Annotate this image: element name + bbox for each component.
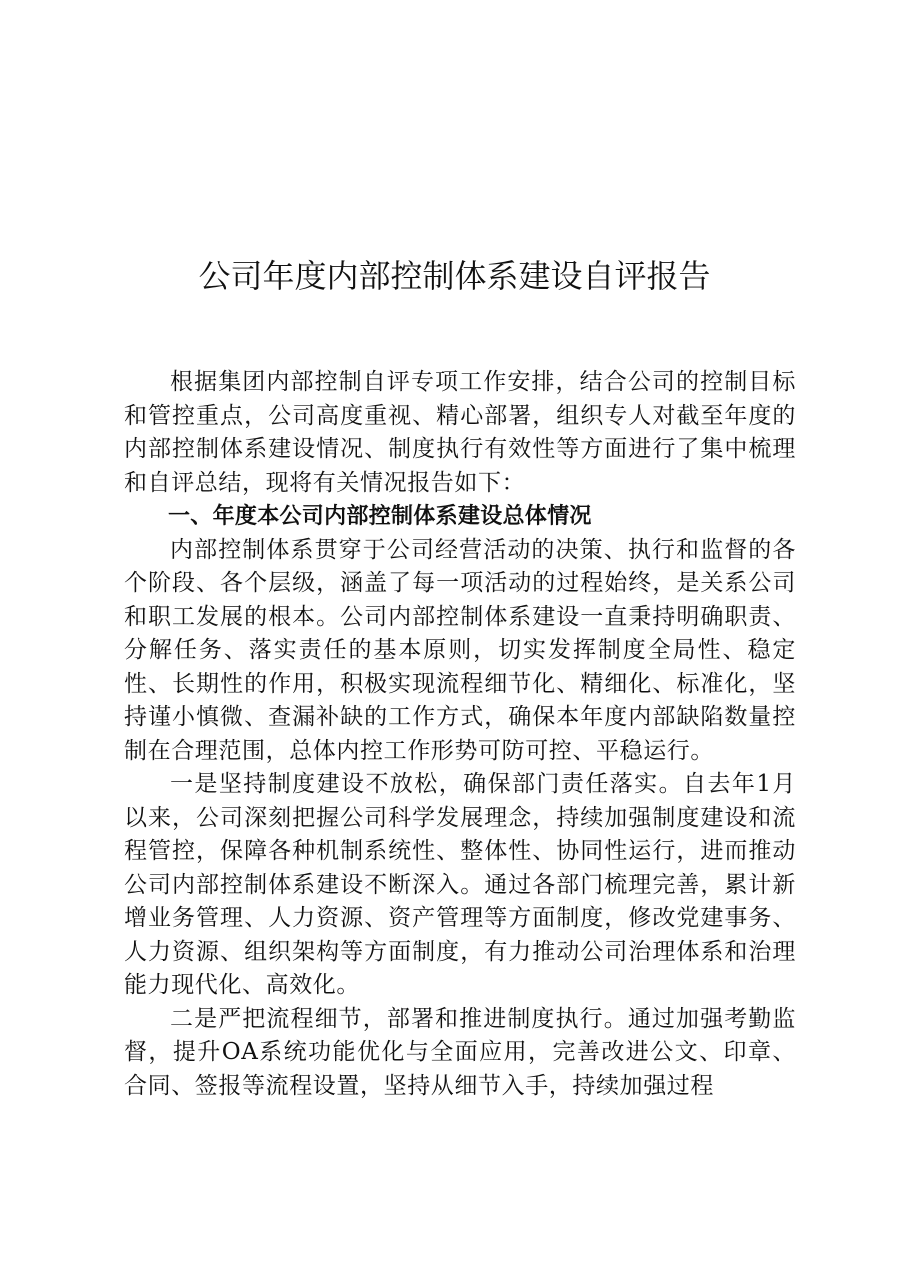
body-paragraph: 内部控制体系贯穿于公司经营活动的决策、执行和监督的各个阶段、各个层级，涵盖了每一项活动的过程始终，是关系公司和职工发展的根本。公司内部控制体系建设一直秉持明确职责、分解任务、落实责任的基本原则，切实发挥制度全局性、稳定性、长期性的作用，积极实现流程细节化、精细化、标准化，坚持谨小慎微、查漏补缺的工作方式，确保本年度内部缺陷数量控制在合理范围，总体内控工作形势可防可控、平稳运行。 xyxy=(124,536,796,764)
body-paragraph: 一是坚持制度建设不放松，确保部门责任落实。自去年1月以来，公司深刻把握公司科学发展理念，持续加强制度建设和流程管控，保障各种机制系统性、整体性、协同性运行，进而推动公司内部控制体系建设不断深入。通过各部门梳理完善，累计新增业务管理、人力资源、资产管理等方面制度，修改党建事务、人力资源、组织架构等方面制度，有力推动公司治理体系和治理能力现代化、高效化。 xyxy=(124,771,796,998)
section-heading: 一、年度本公司内部控制体系建设总体情况 xyxy=(168,504,592,529)
document-body xyxy=(124,366,796,1103)
document-title: 公司年度内部控制体系建设自评报告 xyxy=(198,257,711,295)
body-paragraph: 二是严把流程细节，部署和推进制度执行。通过加强考勤监督，提升OA系统功能优化与全面应用，完善改进公文、印章、合同、签报等流程设置，坚持从细节入手，持续加强过程 xyxy=(124,1005,796,1099)
intro-paragraph: 根据集团内部控制自评专项工作安排，结合公司的控制目标和管控重点，公司高度重视、精心部署，组织专人对截至年度的内部控制体系建设情况、制度执行有效性等方面进行了集中梳理和自评总结，现将有关情况报告如下： xyxy=(124,369,796,496)
